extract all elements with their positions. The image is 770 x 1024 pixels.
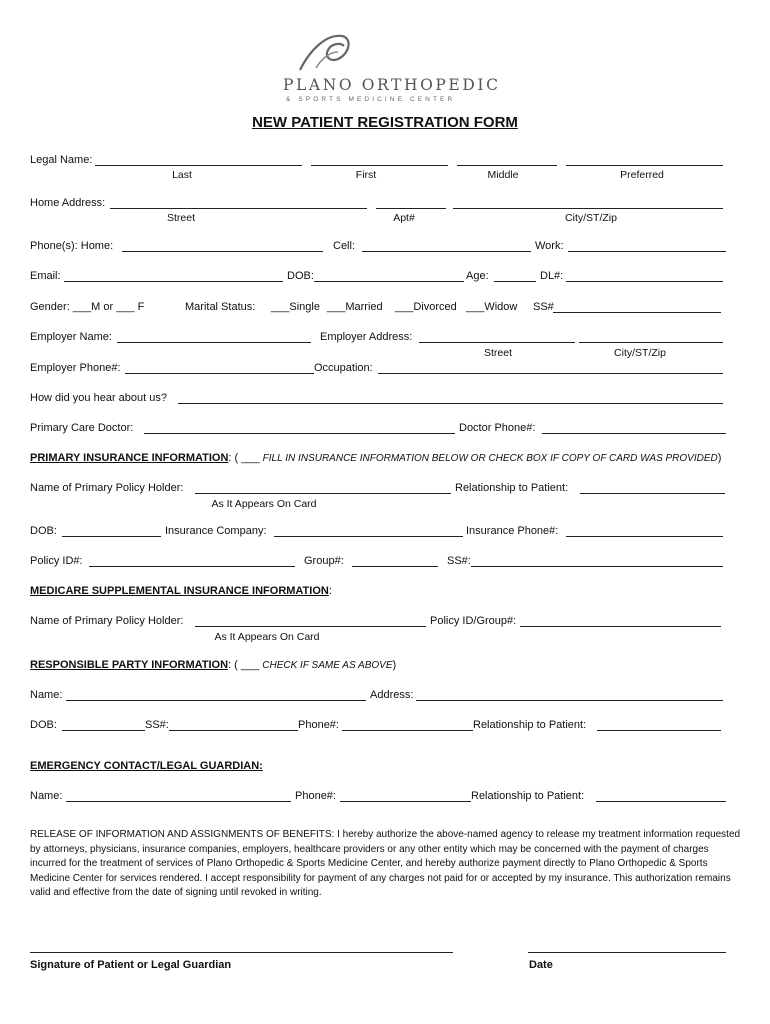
- cell-label: Cell:: [333, 240, 356, 252]
- employer-street-caption: Street: [483, 347, 512, 359]
- ins-dob-label: DOB:: [30, 525, 57, 537]
- emergency-phone-field[interactable]: [340, 801, 471, 802]
- date-field[interactable]: [528, 952, 726, 953]
- plano-orthopedic-logo-icon: [296, 30, 358, 74]
- employer-city-field[interactable]: [579, 342, 723, 343]
- medicare-policy-field[interactable]: [520, 626, 721, 627]
- hear-about-field[interactable]: [178, 403, 723, 404]
- doctor-phone-field[interactable]: [542, 433, 726, 434]
- marital-married-option[interactable]: ___Married: [327, 301, 383, 313]
- relationship-label: Relationship to Patient:: [455, 482, 569, 494]
- age-label: Age:: [466, 270, 489, 282]
- preferred-caption: Preferred: [620, 169, 664, 181]
- employer-city-caption: City/ST/Zip: [614, 347, 666, 359]
- dob-field[interactable]: [314, 281, 464, 282]
- responsible-address-field[interactable]: [416, 700, 723, 701]
- responsible-heading-text: RESPONSIBLE PARTY INFORMATION: [30, 659, 229, 671]
- employer-phone-label: Employer Phone#:: [30, 362, 121, 374]
- home-address-label: Home Address:: [30, 197, 106, 209]
- release-of-information-text: RELEASE OF INFORMATION AND ASSIGNMENTS OF BENEFITS: I hereby authorize the above-named agency to release my treatment information requested by attorneys, physicians, insurance companies, employers, healthcare providers or any other entity which may be concerned with the payment of charges incurred for the treatment of services of Plano Orthopedic & Sports Medicine Center, and hereby authorize payment directly to Plano Orthopedic & Sports Medicine Center for services rendered. I accept responsibility for payment of any charges not paid for or accepted by my insurance. This authorization remains valid and effective from the date of signing until revoked in writing.: [30, 829, 741, 898]
- work-label: Work:: [535, 240, 564, 252]
- responsible-note: CHECK IF SAME AS ABOVE: [262, 660, 393, 671]
- middle-caption: Middle: [487, 169, 519, 181]
- group-field[interactable]: [352, 566, 438, 567]
- insurance-phone-field[interactable]: [566, 536, 723, 537]
- phone-home-label: Phone(s): Home:: [30, 240, 114, 252]
- email-field[interactable]: [64, 281, 283, 282]
- responsible-dob-label: DOB:: [30, 719, 57, 731]
- primary-insurance-note: FILL IN INSURANCE INFORMATION BELOW OR CHECK BOX IF COPY OF CARD WAS PROVIDED: [262, 453, 718, 464]
- insurance-company-label: Insurance Company:: [165, 525, 267, 537]
- employer-name-label: Employer Name:: [30, 331, 112, 343]
- emergency-phone-label: Phone#:: [295, 790, 336, 802]
- policy-holder-field[interactable]: [195, 493, 451, 494]
- medicare-heading: [30, 585, 332, 598]
- policy-id-label: Policy ID#:: [30, 555, 83, 567]
- dl-label: DL#:: [540, 270, 564, 282]
- responsible-heading: [30, 659, 396, 672]
- responsible-name-label: Name:: [30, 689, 63, 701]
- employer-name-field[interactable]: [117, 342, 311, 343]
- as-card-caption: As It Appears On Card: [211, 498, 317, 510]
- legal-name-label: Legal Name:: [30, 154, 93, 166]
- doctor-phone-label: Doctor Phone#:: [459, 422, 536, 434]
- responsible-relationship-label: Relationship to Patient:: [473, 719, 587, 731]
- responsible-relationship-field[interactable]: [597, 730, 721, 731]
- responsible-dob-field[interactable]: [62, 730, 145, 731]
- policy-holder-label: Name of Primary Policy Holder:: [30, 482, 184, 494]
- insurance-phone-label: Insurance Phone#:: [466, 525, 559, 537]
- dl-field[interactable]: [566, 281, 723, 282]
- medicare-heading-colon: :: [328, 585, 332, 597]
- primary-care-doctor-field[interactable]: [144, 433, 455, 434]
- employer-street-field[interactable]: [419, 342, 575, 343]
- work-phone-field[interactable]: [568, 251, 726, 252]
- street-field[interactable]: [110, 208, 367, 209]
- ss-label: SS#: [533, 301, 554, 313]
- cell-phone-field[interactable]: [362, 251, 531, 252]
- responsible-name-field[interactable]: [66, 700, 366, 701]
- logo-name: PLANO ORTHOPEDIC: [283, 76, 501, 94]
- first-name-field[interactable]: [311, 165, 448, 166]
- logo-tagline: & SPORTS MEDICINE CENTER: [286, 96, 456, 103]
- ins-ss-field[interactable]: [471, 566, 723, 567]
- group-label: Group#:: [304, 555, 344, 567]
- responsible-address-label: Address:: [370, 689, 414, 701]
- emergency-relationship-label: Relationship to Patient:: [471, 790, 585, 802]
- primary-insurance-heading: [30, 452, 721, 465]
- street-caption: Street: [166, 212, 195, 224]
- dob-label: DOB:: [287, 270, 314, 282]
- marital-single-option[interactable]: ___Single: [271, 301, 320, 313]
- primary-care-doctor-label: Primary Care Doctor:: [30, 422, 134, 434]
- occupation-field[interactable]: [378, 373, 723, 374]
- medicare-heading-text: MEDICARE SUPPLEMENTAL INSURANCE INFORMATION: [30, 585, 329, 597]
- form-title: NEW PATIENT REGISTRATION FORM: [252, 114, 518, 131]
- signature-label: Signature of Patient or Legal Guardian: [30, 959, 232, 971]
- email-label: Email:: [30, 270, 61, 282]
- city-st-zip-field[interactable]: [453, 208, 723, 209]
- last-caption: Last: [172, 169, 192, 181]
- responsible-ss-label: SS#:: [145, 719, 169, 731]
- home-phone-field[interactable]: [122, 251, 323, 252]
- medicare-as-card-caption: As It Appears On Card: [214, 631, 320, 643]
- medicare-policy-label: Policy ID/Group#:: [430, 615, 517, 627]
- relationship-field[interactable]: [580, 493, 725, 494]
- emergency-heading: EMERGENCY CONTACT/LEGAL GUARDIAN:: [30, 760, 263, 772]
- employer-address-label: Employer Address:: [320, 331, 413, 343]
- primary-insurance-close: ): [717, 452, 722, 464]
- hear-about-label: How did you hear about us?: [30, 392, 167, 404]
- employer-phone-field[interactable]: [125, 373, 314, 374]
- responsible-checkbox[interactable]: : ( ___: [228, 659, 260, 671]
- emergency-name-label: Name:: [30, 790, 63, 802]
- responsible-phone-field[interactable]: [342, 730, 473, 731]
- marital-widow-option[interactable]: ___Widow: [466, 301, 518, 313]
- responsible-phone-label: Phone#:: [298, 719, 339, 731]
- date-label: Date: [529, 959, 553, 971]
- marital-divorced-option[interactable]: ___Divorced: [395, 301, 457, 313]
- preferred-name-field[interactable]: [566, 165, 723, 166]
- ss-field[interactable]: [553, 312, 721, 313]
- first-caption: First: [355, 169, 377, 181]
- responsible-close: ): [392, 659, 397, 671]
- emergency-relationship-field[interactable]: [596, 801, 726, 802]
- occupation-label: Occupation:: [314, 362, 373, 374]
- city-caption: City/ST/Zip: [565, 212, 617, 224]
- signature-field[interactable]: [30, 952, 453, 953]
- insurance-company-field[interactable]: [274, 536, 463, 537]
- primary-insurance-heading-text: PRIMARY INSURANCE INFORMATION: [30, 452, 229, 464]
- gender-options[interactable]: Gender: ___M or ___ F: [30, 301, 145, 313]
- apt-caption: Apt#: [393, 212, 415, 224]
- responsible-ss-field[interactable]: [169, 730, 298, 731]
- apt-field[interactable]: [376, 208, 446, 209]
- policy-id-field[interactable]: [89, 566, 295, 567]
- primary-insurance-checkbox[interactable]: : ( ___: [228, 452, 260, 464]
- age-field[interactable]: [494, 281, 536, 282]
- ins-dob-field[interactable]: [62, 536, 161, 537]
- medicare-holder-field[interactable]: [195, 626, 426, 627]
- last-name-field[interactable]: [95, 165, 302, 166]
- emergency-name-field[interactable]: [66, 801, 291, 802]
- marital-status-label: Marital Status:: [185, 301, 256, 313]
- medicare-holder-label: Name of Primary Policy Holder:: [30, 615, 184, 627]
- ins-ss-label: SS#:: [447, 555, 471, 567]
- middle-name-field[interactable]: [457, 165, 557, 166]
